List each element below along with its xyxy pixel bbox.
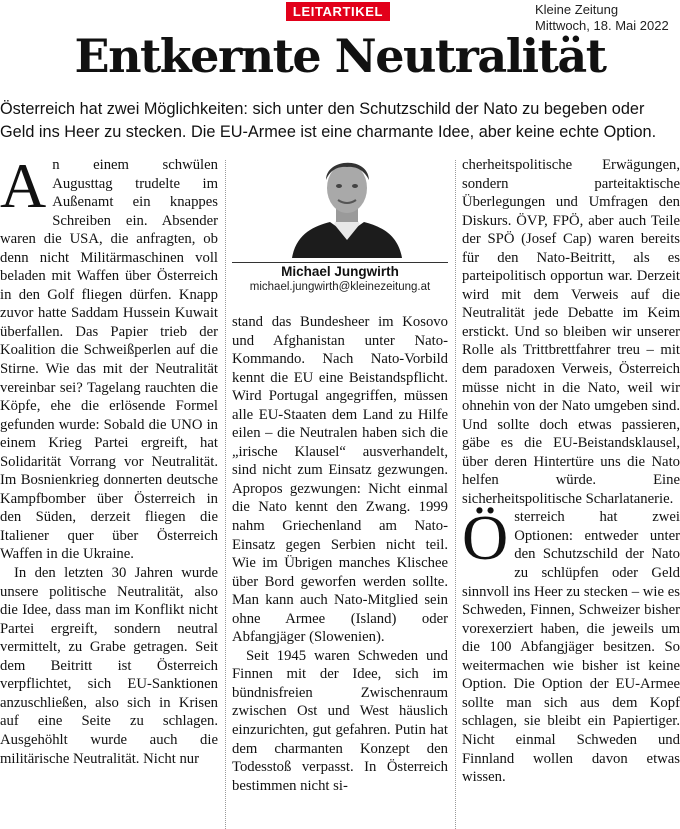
author-email[interactable]: michael.jungwirth@kleinezeitung.at	[249, 281, 431, 293]
article-column-2	[232, 313, 448, 829]
headline: Entkernte Neutralität	[74, 29, 606, 83]
column-divider	[225, 160, 226, 829]
section-kicker: LEITARTIKEL	[286, 2, 390, 21]
article-paragraph: stand das Bundesheer im Kosovo und Afghanistan unter Nato-Kommando. Nach Nato-Vorbild kennt die EU eine Beistandspflicht. Wird Portugal angegriffen, müssen alle EU-Staaten dem Land zu Hilfe eilen – die Neutralen haben sich die „irische Klausel“ ausverhandelt, sind nicht zum Einsatz gezwungen. Apropos gezwungen: Nicht einmal die Nato kennt den Zwang. 1999 nahm Griechenland am Nato-Einsatz gegen Serbien nicht teil. Wie im Übrigen manches Klischee über Bord geworfen werden sollte. Man kann auch Nato-Mitglied sein ohne Armee (Island) oder Abfangjäger (Slowenien).	[232, 314, 448, 646]
article-paragraph: cherheitspolitische Erwägungen, sondern parteitaktische Überlegungen und Umfragen den Diskurs. ÖVP, FPÖ, aber auch Teile der SPÖ (Josef Cap) waren bereits für den Nato-Beitritt, als es parteipolitisch opportun war. Derzeit wird mit dem Verweis auf die Neutralität jede Debatte im Keim erstickt. Und so bleiben wir unserer Rolle als Trittbrettfahrer treu – mit dem paradoxen Verweis, Österreich müsse nicht in die Nato, weil wir ohnehin von der Nato umgeben sind. Und sollte doch etwas passieren, gäbe es die EU-Beistandsklausel, über deren Hintertüre uns die Nato helfen würde. Eine sicherheitspolitische Scharlatanerie.	[462, 157, 680, 507]
article-paragraph: sterreich hat zwei Optionen: entweder unter den Schutzschild der Nato zu schlüpfen oder Geld sinnvoll ins Heer zu stecken – wie es Schweden, Finnen, Schweizer bisher vorexerziert haben, die jeweils um die 100 Abfangjäger besitzen. So weitermachen wie bisher ist keine Option. Die Option der EU-Armee sollte man sich aus dem Kopf schlagen, sie bleibt ein Papiertiger. Nicht einmal Schweden und Finnland wollen davon etwas wissen.	[462, 509, 680, 786]
publication-date: Mittwoch, 18. Mai 2022	[535, 18, 669, 33]
article-paragraph: Seit 1945 waren Schweden und Finnen mit der Idee, sich im bündnisfreien Zwischenraum zwischen Ost und West häuslich einzurichten, gut gefahren. Putin hat dem charmanten Konzept den Todesstoß verpasst. In Österreich bestimmen nicht si-	[232, 647, 448, 794]
author-name: Michael Jungwirth	[281, 264, 399, 279]
drop-cap: A	[0, 150, 47, 221]
article-column-1	[0, 150, 218, 829]
author-byline	[232, 262, 448, 295]
drop-cap: Ö	[462, 502, 509, 574]
publication-name: Kleine Zeitung	[535, 2, 619, 17]
article-paragraph: n einem schwülen Augusttag trudelte im Außenamt ein knappes Schreiben ein. Absender waren die USA, die anfragten, ob denn nicht Militärmaschinen voll beladen mit Waffen über Österreich in den Golf fliegen dürfen. Knapp zuvor hatte Saddam Hussein Kuwait überfallen. Das Papier trieb der Koalition die Schweißperlen auf die Stirne. Wie das mit der Neutralität vereinbar sei? Tagelang rauchten die Köpfe, ehe die erlösende Formel gefunden wurde: Sobald die UNO in einem Krieg Partei ergreift, hat Solidarität Vorrang vor Neutralität. Im Bosnienkrieg donnerten deutsche Kampfbomber über Österreich in den Süden, derzeit fliegen die Italiener quer über Österreich Waffen in die Ukraine.	[0, 157, 218, 563]
article-paragraph: In den letzten 30 Jahren wurde unsere politische Neutralität, also die Idee, dass man im Konflikt nicht Partei ergreift, sondern neutral vermittelt, zu Grabe getragen. Seit dem Beitritt ist Österreich verpflichtet, sich EU-Sanktionen anzuschließen, also sich in Krisen auf eine Seite zu schlagen. Ausgehöhlt wurde auch die militärische Neutralität. Nicht nur	[0, 565, 218, 767]
column-divider	[455, 160, 456, 829]
lead-paragraph: Österreich hat zwei Möglichkeiten: sich unter den Schutzschild der Nato zu begeben oder Geld ins Heer zu stecken. Die EU-Armee ist eine charmante Idee, aber keine echte Option.	[0, 100, 657, 141]
article-column-3	[462, 156, 680, 829]
author-portrait	[290, 150, 404, 258]
